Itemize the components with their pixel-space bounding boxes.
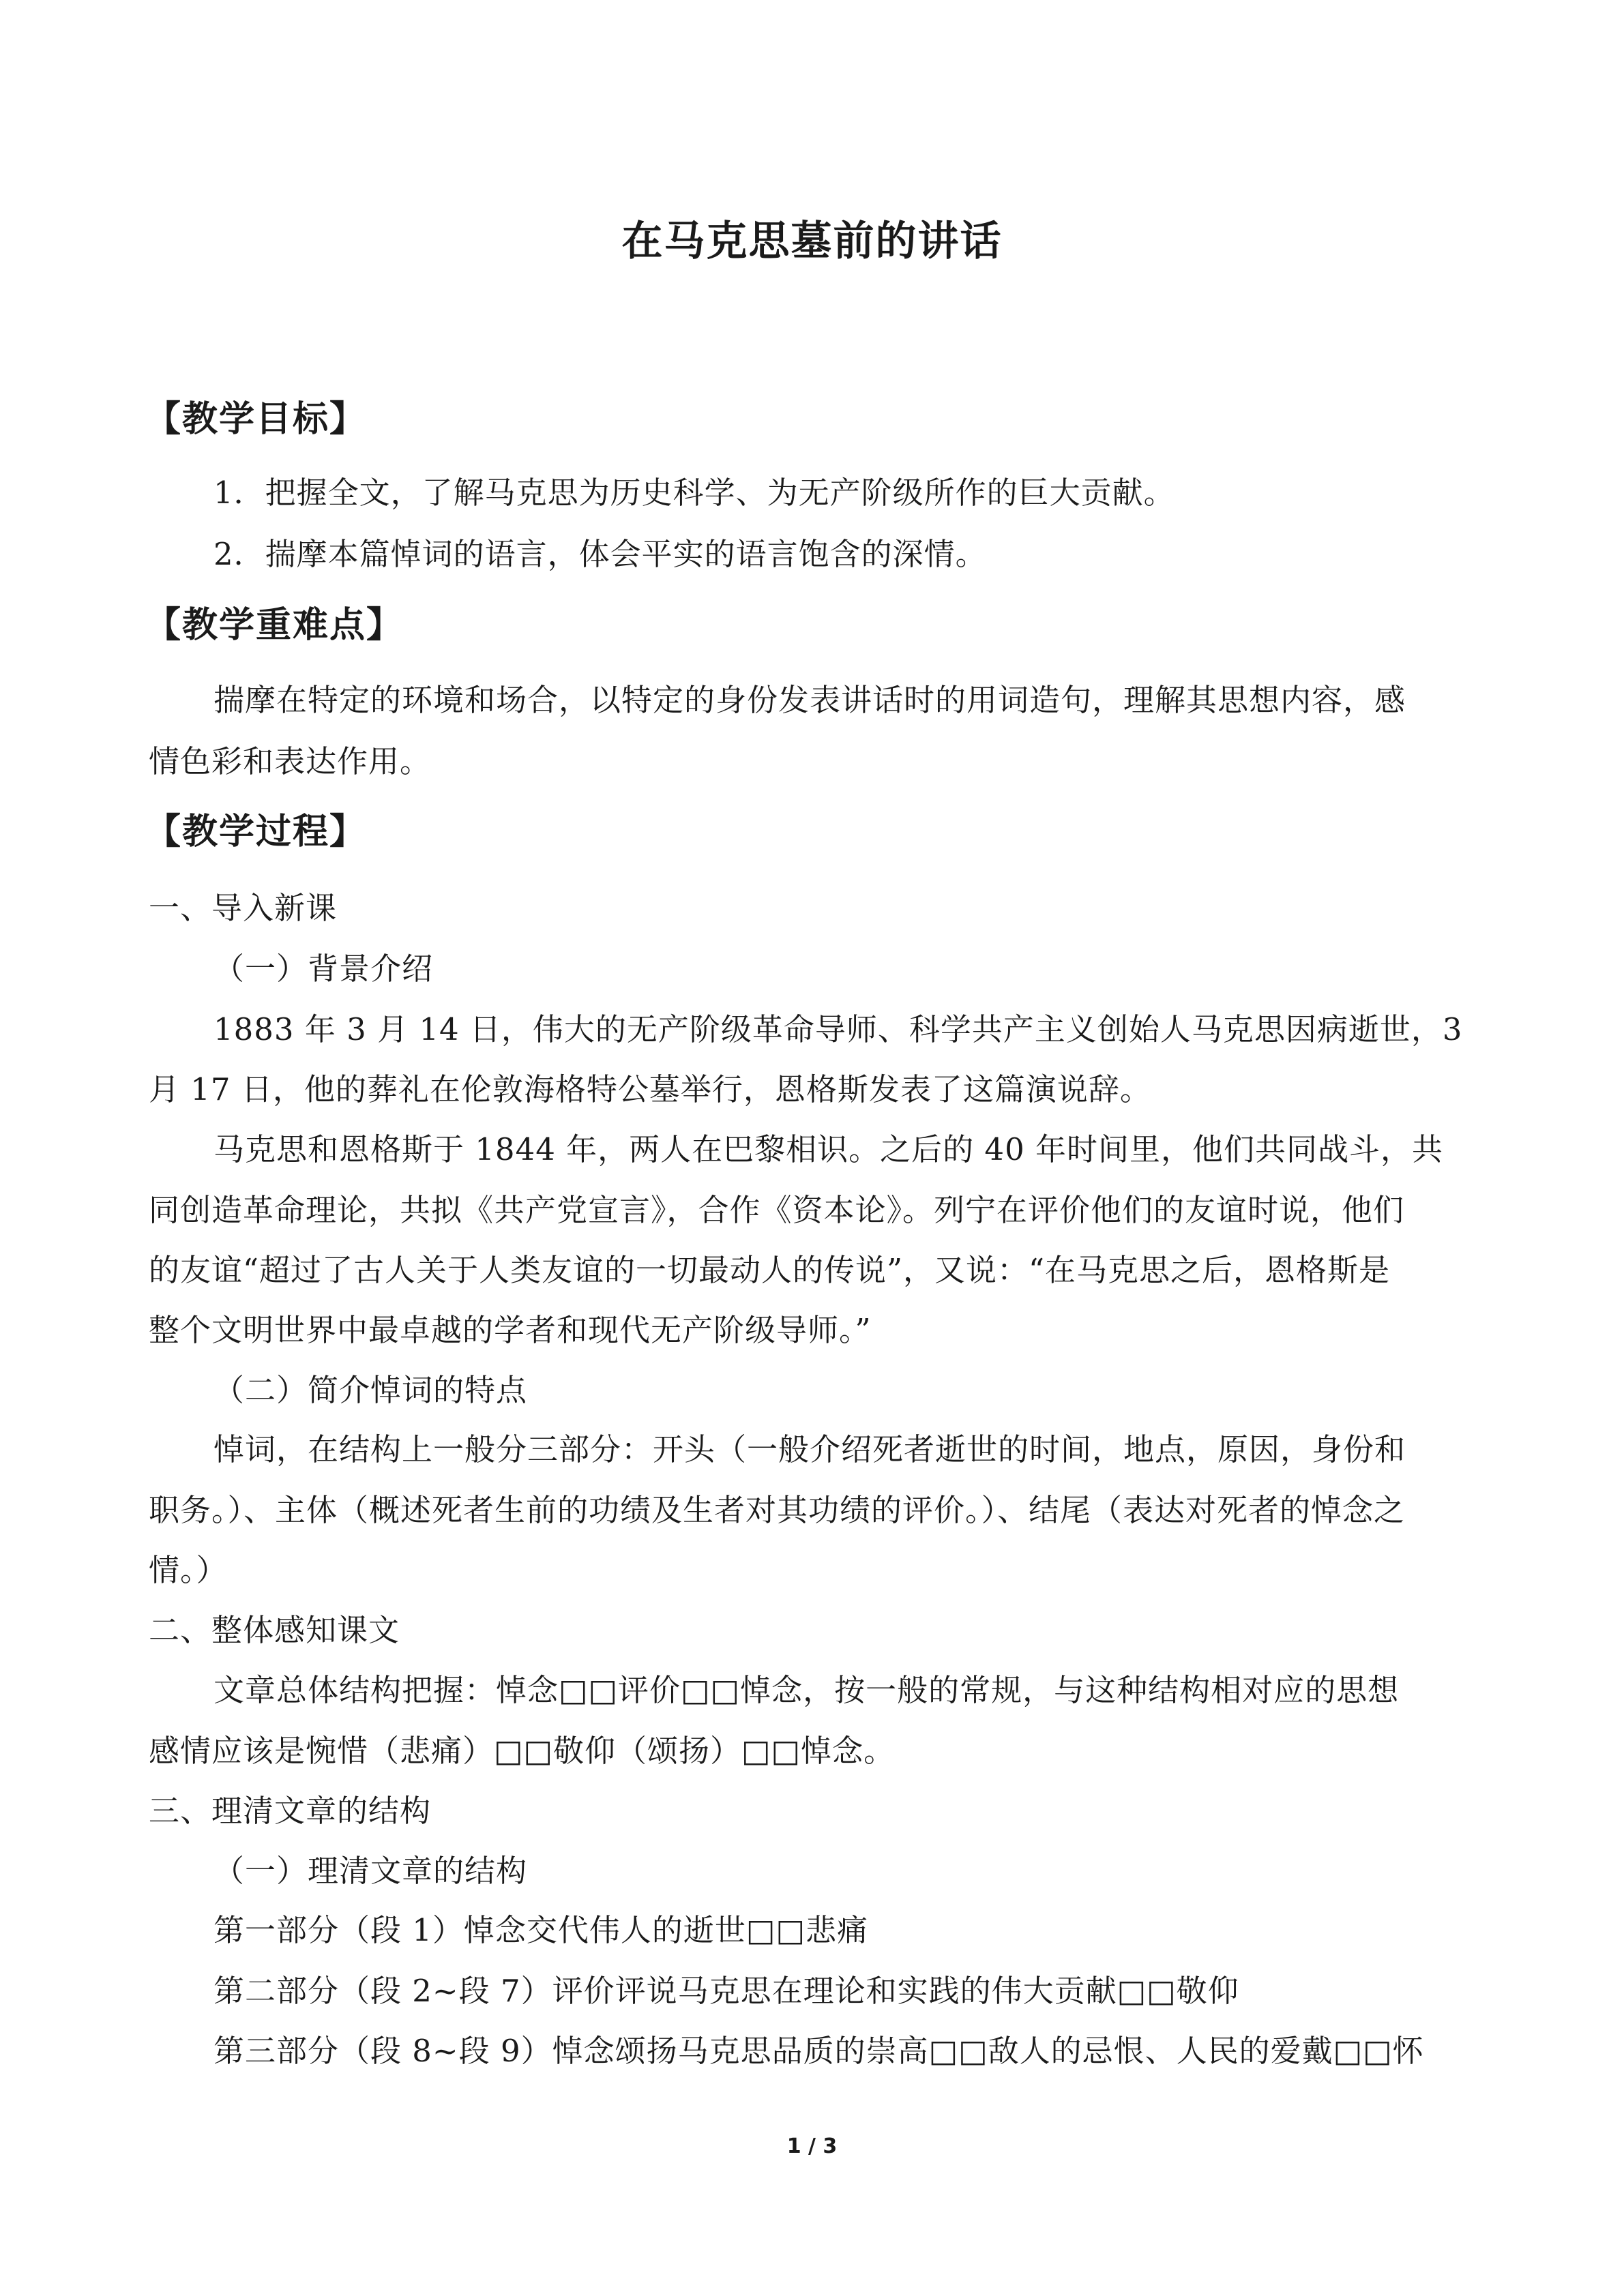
background-paragraph-1-line-2: 月 17 日，他的葬礼在伦敦海格特公墓举行，恩格斯发表了这篇演说辞。 — [149, 1071, 1151, 1107]
part-3-subtitle: （一）理清文章的结构 — [213, 1853, 528, 1889]
part-2-title: 二、整体感知课文 — [149, 1612, 400, 1648]
background-paragraph-1-line-1: 1883 年 3 月 14 日，伟大的无产阶级革命导师、科学共产主义创始人马克思因病逝世，3 — [213, 1011, 1463, 1047]
part-3-title: 三、理清文章的结构 — [149, 1793, 432, 1829]
eulogy-line-2: 职务。）、主体（概述死者生前的功绩及生者对其功绩的评价。）、结尾（表达对死者的悼念之 — [149, 1492, 1406, 1528]
eulogy-line-3: 情。） — [149, 1552, 228, 1588]
part-1-subtitle-eulogy: （二）简介悼词的特点 — [213, 1372, 528, 1408]
overall-line-1: 文章总体结构把握：悼念□□评价□□悼念，按一般的常规，与这种结构相对应的思想 — [213, 1672, 1400, 1708]
structure-part-3: 第三部分（段 8~段 9）悼念颂扬马克思品质的崇高□□敌人的忌恨、人民的爱戴□□怀 — [213, 2033, 1424, 2069]
document-title: 在马克思墓前的讲话 — [621, 218, 1003, 265]
part-1-title: 一、导入新课 — [149, 890, 338, 926]
section-heading-process: 【教学过程】 — [145, 811, 367, 852]
structure-part-1: 第一部分（段 1）悼念交代伟人的逝世□□悲痛 — [213, 1912, 868, 1948]
background-paragraph-2-line-2: 同创造革命理论，共拟《共产党宣言》，合作《资本论》。列宁在评价他们的友谊时说，他们 — [149, 1192, 1405, 1228]
overall-line-2: 感情应该是惋惜（悲痛）□□敬仰（颂扬）□□悼念。 — [149, 1733, 896, 1769]
objective-item-2: 2．揣摩本篇悼词的语言，体会平实的语言饱含的深情。 — [213, 536, 987, 572]
section-heading-objectives: 【教学目标】 — [145, 399, 367, 440]
section-heading-key-points: 【教学重难点】 — [145, 605, 404, 646]
part-1-subtitle-background: （一）背景介绍 — [213, 951, 434, 987]
background-paragraph-2-line-4: 整个文明世界中最卓越的学者和现代无产阶级导师。” — [149, 1312, 872, 1348]
background-paragraph-2-line-3: 的友谊“超过了古人关于人类友谊的一切最动人的传说”，又说：“在马克思之后，恩格斯是 — [149, 1252, 1391, 1288]
background-paragraph-2-line-1: 马克思和恩格斯于 1844 年，两人在巴黎相识。之后的 40 年时间里，他们共同战斗，共 — [213, 1131, 1444, 1167]
key-points-line-2: 情色彩和表达作用。 — [149, 743, 432, 779]
page-number: 1 / 3 — [786, 2134, 838, 2158]
objective-item-1: 1．把握全文，了解马克思为历史科学、为无产阶级所作的巨大贡献。 — [213, 475, 1175, 511]
structure-part-2: 第二部分（段 2~段 7）评价评说马克思在理论和实践的伟大贡献□□敬仰 — [213, 1973, 1239, 2009]
eulogy-line-1: 悼词，在结构上一般分三部分：开头（一般介绍死者逝世的时间，地点，原因，身份和 — [213, 1431, 1406, 1467]
key-points-line-1: 揣摩在特定的环境和场合，以特定的身份发表讲话时的用词造句，理解其思想内容，感 — [213, 682, 1406, 718]
